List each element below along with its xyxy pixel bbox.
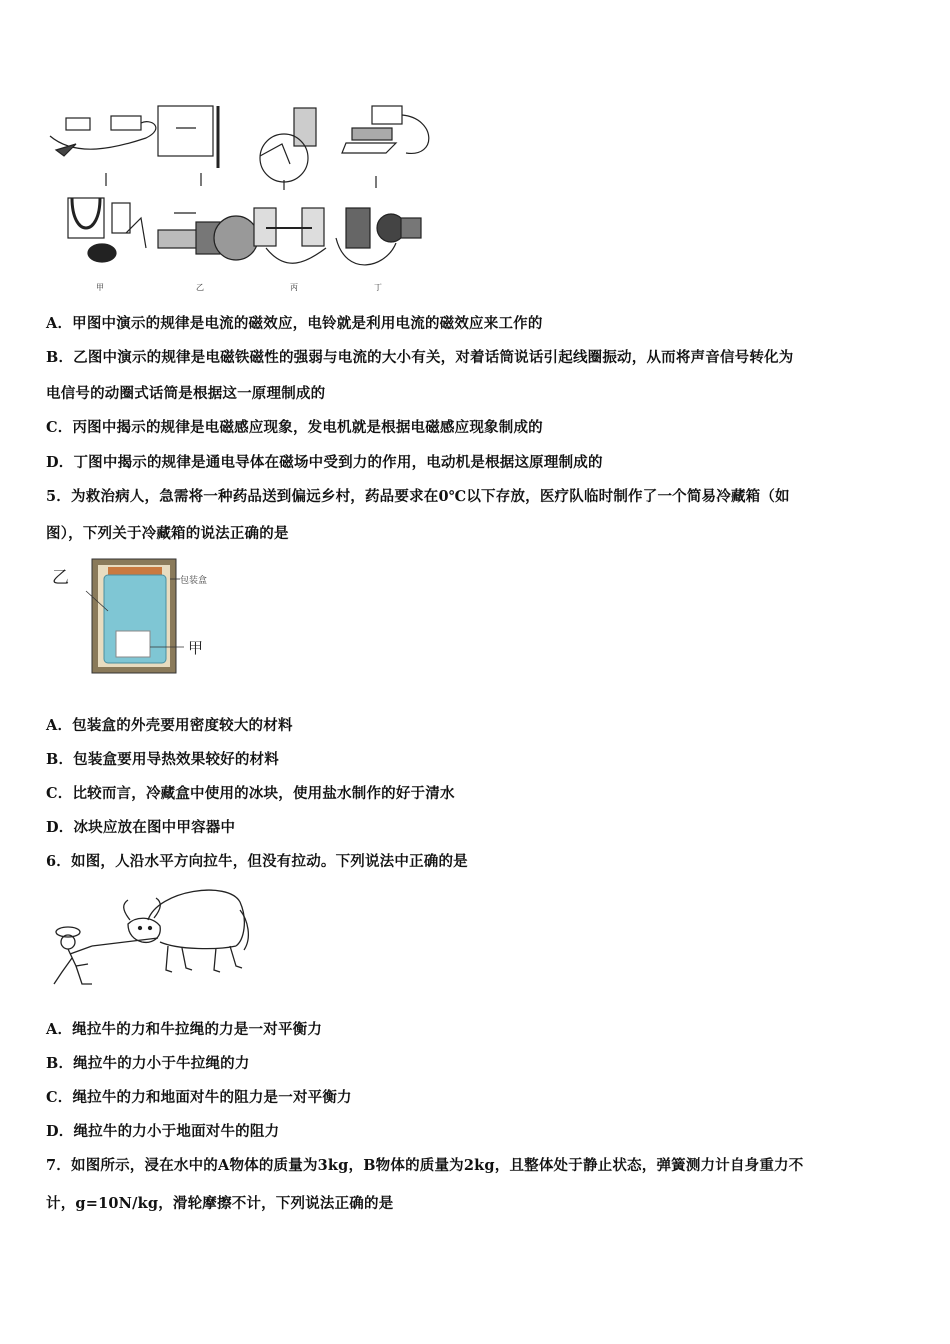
- label-box: 包装盒: [180, 576, 208, 586]
- electromagnetism-experiments-figure: [46, 98, 438, 298]
- q6-option-b: B．绳拉牛的力小于牛拉绳的力: [46, 1055, 250, 1072]
- experiment-jia-drawing: [50, 116, 156, 262]
- figure1-caption-bing: 丙: [290, 283, 298, 292]
- label-yi: 乙: [52, 568, 69, 588]
- q4-option-d: D．丁图中揭示的规律是通电导体在磁场中受到力的作用，电动机是根据这原理制成的: [46, 454, 603, 471]
- label-jia: 甲: [188, 639, 204, 657]
- figure1-caption-ding: 丁: [374, 283, 382, 292]
- q6-option-d: D．绳拉牛的力小于地面对牛的阻力: [46, 1123, 280, 1140]
- q5-option-a: A．包装盒的外壳要用密度较大的材料: [46, 717, 293, 734]
- q4-option-b-continued: 电信号的动圈式话筒是根据这一原理制成的: [46, 385, 326, 402]
- experiment-yi-drawing: [158, 106, 258, 260]
- q4-option-b: B．乙图中演示的规律是电磁铁磁性的强弱与电流的大小有关，对着话筒说话引起线圈振动，从而将声音信号转化为: [46, 349, 794, 366]
- experiment-ding-drawing: [336, 106, 429, 265]
- figure1-caption-jia: 甲: [96, 283, 104, 292]
- man-pulling-ox-figure: [48, 880, 258, 990]
- q7-stem-line1: 7．如图所示，浸在水中的A物体的质量为3kg，B物体的质量为2kg，且整体处于静止状态，弹簧测力计自身重力不: [46, 1157, 804, 1174]
- q6-option-a: A．绳拉牛的力和牛拉绳的力是一对平衡力: [46, 1021, 323, 1038]
- figure1-caption-yi: 乙: [196, 283, 204, 292]
- q5-stem-line2: 图），下列关于冷藏箱的说法正确的是: [46, 525, 289, 542]
- q4-option-c: C．丙图中揭示的规律是电磁感应现象，发电机就是根据电磁感应现象制成的: [46, 419, 543, 436]
- q4-option-a: A．甲图中演示的规律是电流的磁效应，电铃就是利用电流的磁效应来工作的: [46, 315, 543, 332]
- experiment-bing-drawing: [254, 108, 326, 263]
- q5-stem-line1: 5．为救治病人，急需将一种药品送到偏远乡村，药品要求在0℃以下存放，医疗队临时制作了一个简易冷藏箱（如: [46, 488, 790, 505]
- cooler-box-figure: [46, 553, 236, 683]
- q5-option-d: D．冰块应放在图中甲容器中: [46, 819, 236, 836]
- q7-stem-line2: 计，g=10N/kg，滑轮摩擦不计，下列说法正确的是: [46, 1195, 394, 1212]
- q6-stem: 6．如图，人沿水平方向拉牛，但没有拉动。下列说法中正确的是: [46, 853, 468, 870]
- q5-option-b: B．包装盒要用导热效果较好的材料: [46, 751, 279, 768]
- q5-option-c: C．比较而言，冷藏盒中使用的冰块，使用盐水制作的好于清水: [46, 785, 455, 802]
- q6-option-c: C．绳拉牛的力和地面对牛的阻力是一对平衡力: [46, 1089, 352, 1106]
